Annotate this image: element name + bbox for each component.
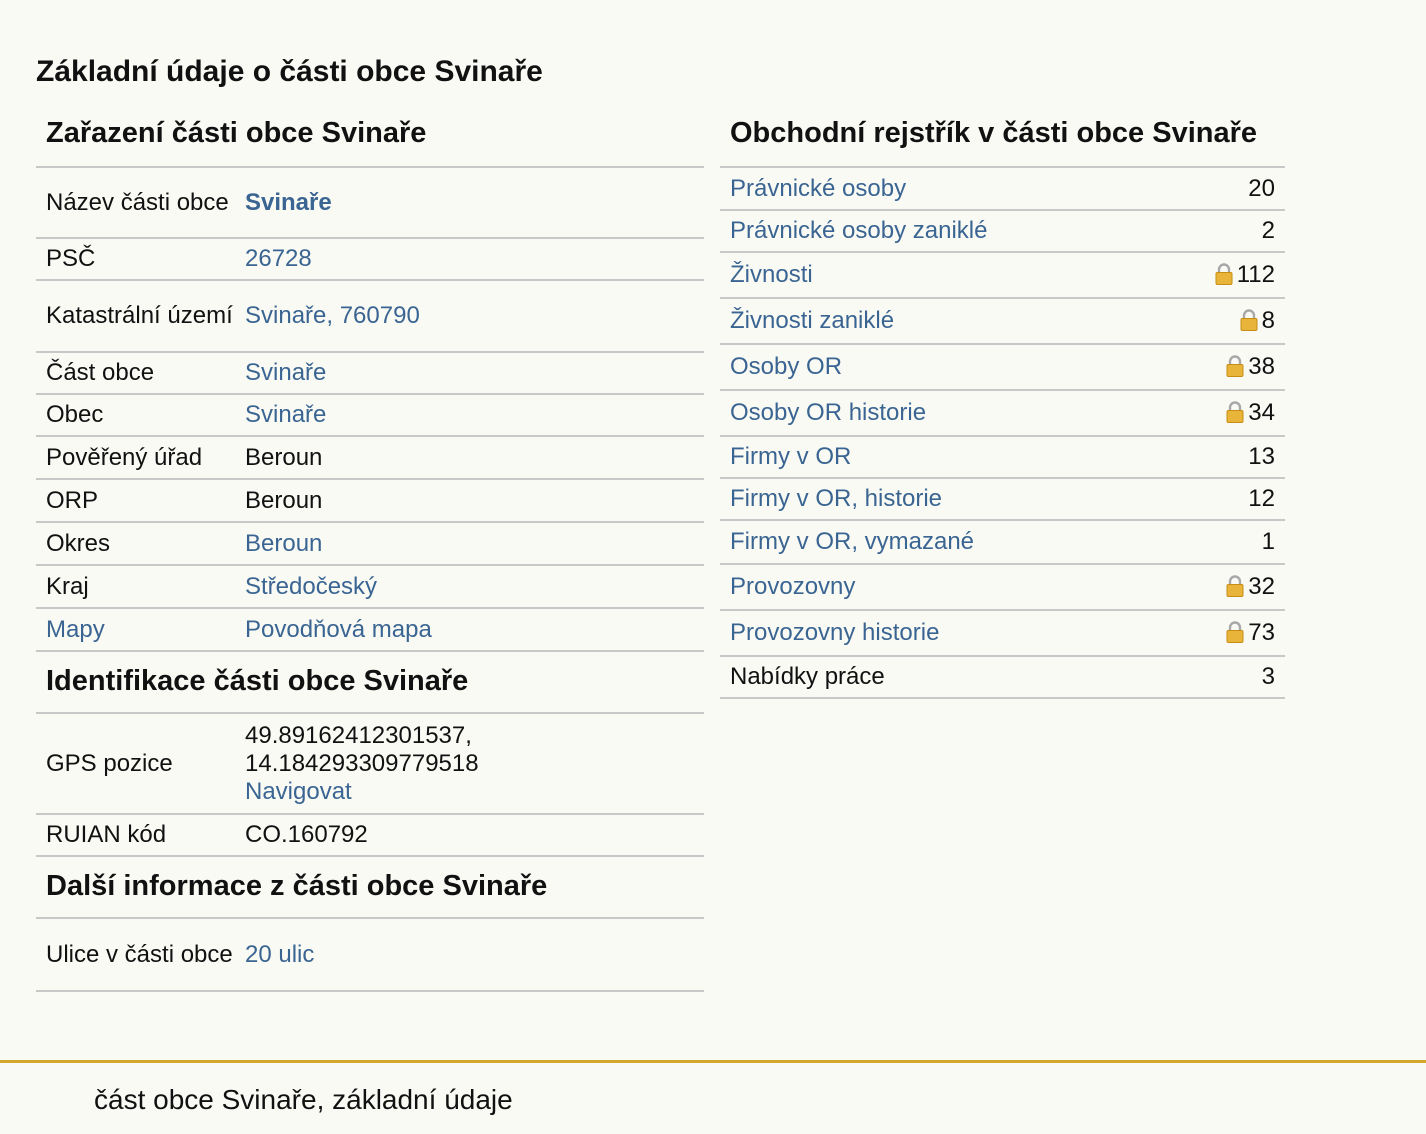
gps-longitude: 14.184293309779518 bbox=[245, 749, 479, 777]
register-count bbox=[1158, 390, 1285, 436]
more-info-table bbox=[36, 919, 704, 992]
row-label: Katastrální území bbox=[36, 280, 235, 352]
cadastral-link[interactable]: Svinaře, 760790 bbox=[245, 302, 420, 329]
row-label bbox=[36, 608, 235, 651]
register-link[interactable]: Provozovny bbox=[730, 573, 856, 600]
row-value: Beroun bbox=[235, 436, 704, 479]
register-label bbox=[720, 656, 1158, 698]
register-count-value: 34 bbox=[1248, 399, 1275, 426]
row-value: CO.160792 bbox=[235, 814, 704, 856]
lock-icon bbox=[1240, 309, 1258, 331]
register-count bbox=[1158, 520, 1285, 564]
row-label: Obec bbox=[36, 394, 235, 436]
table-row bbox=[36, 352, 704, 394]
register-title: Obchodní rejstřík v části obce Svinaře bbox=[720, 110, 1285, 168]
register-link[interactable]: Právnické osoby zaniklé bbox=[730, 217, 988, 244]
register-count bbox=[1158, 564, 1285, 610]
classification-table bbox=[36, 168, 704, 652]
table-row bbox=[36, 168, 704, 238]
register-table bbox=[720, 168, 1285, 699]
table-row bbox=[36, 565, 704, 608]
table-row bbox=[36, 280, 704, 352]
row-value bbox=[235, 565, 704, 608]
register-row bbox=[720, 344, 1285, 390]
register-row bbox=[720, 390, 1285, 436]
register-label bbox=[720, 344, 1158, 390]
register-row bbox=[720, 210, 1285, 252]
register-link[interactable]: Provozovny historie bbox=[730, 619, 940, 646]
row-label: PSČ bbox=[36, 238, 235, 280]
register-label-text: Nabídky práce bbox=[730, 663, 885, 690]
row-label: Název části obce bbox=[36, 168, 235, 238]
table-row bbox=[36, 238, 704, 280]
row-value bbox=[235, 522, 704, 565]
register-count bbox=[1158, 656, 1285, 698]
register-count-value: 32 bbox=[1248, 573, 1275, 600]
register-row bbox=[720, 436, 1285, 478]
register-row bbox=[720, 610, 1285, 656]
register-count-value: 73 bbox=[1248, 619, 1275, 646]
register-link[interactable]: Firmy v OR bbox=[730, 443, 852, 470]
register-count bbox=[1158, 252, 1285, 298]
register-count bbox=[1158, 436, 1285, 478]
flood-map-link[interactable]: Povodňová mapa bbox=[245, 615, 432, 643]
register-count bbox=[1158, 210, 1285, 252]
row-label: Pověřený úřad bbox=[36, 436, 235, 479]
register-count-value: 12 bbox=[1248, 485, 1275, 512]
register-label bbox=[720, 210, 1158, 252]
row-value bbox=[235, 608, 704, 651]
register-row bbox=[720, 252, 1285, 298]
district-link[interactable]: Beroun bbox=[245, 529, 323, 557]
identification-title: Identifikace části obce Svinaře bbox=[36, 652, 704, 714]
streets-link[interactable]: 20 ulic bbox=[245, 940, 315, 968]
table-row bbox=[36, 919, 704, 991]
page-title: Základní údaje o části obce Svinaře bbox=[36, 55, 543, 88]
row-label: GPS pozice bbox=[36, 714, 235, 814]
register-count-value: 3 bbox=[1261, 663, 1275, 690]
register-count-value: 20 bbox=[1248, 174, 1275, 202]
row-value bbox=[235, 168, 704, 238]
navigate-link[interactable]: Navigovat bbox=[245, 777, 352, 805]
row-value bbox=[235, 280, 704, 352]
municipality-part-link[interactable]: Svinaře bbox=[245, 359, 327, 386]
row-value bbox=[235, 919, 704, 991]
municipality-link[interactable]: Svinaře bbox=[245, 401, 327, 428]
gps-value bbox=[235, 714, 704, 814]
register-label bbox=[720, 390, 1158, 436]
register-row bbox=[720, 478, 1285, 520]
table-row bbox=[36, 479, 704, 522]
register-count-value: 13 bbox=[1248, 443, 1275, 470]
register-row bbox=[720, 656, 1285, 698]
table-row bbox=[36, 814, 704, 856]
register-count-value: 38 bbox=[1248, 353, 1275, 380]
register-link[interactable]: Právnické osoby bbox=[730, 174, 907, 202]
maps-link[interactable]: Mapy bbox=[46, 615, 105, 643]
table-row bbox=[36, 714, 704, 814]
lock-icon bbox=[1215, 263, 1233, 285]
row-label: ORP bbox=[36, 479, 235, 522]
register-row bbox=[720, 168, 1285, 210]
part-name-link[interactable]: Svinaře bbox=[245, 188, 332, 216]
postal-code-link[interactable]: 26728 bbox=[245, 245, 312, 272]
lock-icon bbox=[1226, 401, 1244, 423]
register-label bbox=[720, 168, 1158, 210]
register-row bbox=[720, 520, 1285, 564]
register-label bbox=[720, 252, 1158, 298]
left-column bbox=[36, 110, 704, 992]
register-link[interactable]: Živnosti zaniklé bbox=[730, 307, 895, 334]
table-row bbox=[36, 394, 704, 436]
register-link[interactable]: Firmy v OR, vymazané bbox=[730, 528, 975, 555]
register-count bbox=[1158, 344, 1285, 390]
register-count bbox=[1158, 610, 1285, 656]
table-row bbox=[36, 436, 704, 479]
register-link[interactable]: Osoby OR historie bbox=[730, 399, 927, 426]
lock-icon bbox=[1226, 355, 1244, 377]
register-count bbox=[1158, 478, 1285, 520]
gps-latitude: 49.89162412301537, bbox=[245, 721, 472, 749]
register-link[interactable]: Osoby OR bbox=[730, 353, 843, 380]
table-row bbox=[36, 522, 704, 565]
row-label: Kraj bbox=[36, 565, 235, 608]
footer-text: část obce Svinaře, základní údaje bbox=[94, 1084, 513, 1115]
footer-divider bbox=[0, 1060, 1426, 1063]
register-count-value: 112 bbox=[1236, 261, 1275, 288]
register-link[interactable]: Firmy v OR, historie bbox=[730, 485, 943, 512]
register-count-value: 1 bbox=[1261, 528, 1275, 555]
register-count-value: 2 bbox=[1261, 217, 1275, 244]
more-info-title: Další informace z části obce Svinaře bbox=[36, 857, 704, 919]
register-link[interactable]: Živnosti bbox=[730, 261, 813, 288]
lock-icon bbox=[1226, 575, 1244, 597]
region-link[interactable]: Středočeský bbox=[245, 572, 378, 600]
identification-table bbox=[36, 714, 704, 857]
register-count-value: 8 bbox=[1261, 307, 1275, 334]
register-count bbox=[1158, 298, 1285, 344]
register-label bbox=[720, 298, 1158, 344]
row-label: Okres bbox=[36, 522, 235, 565]
row-value: Beroun bbox=[235, 479, 704, 522]
row-value bbox=[235, 238, 704, 280]
register-label bbox=[720, 436, 1158, 478]
lock-icon bbox=[1226, 621, 1244, 643]
register-label bbox=[720, 520, 1158, 564]
register-label bbox=[720, 478, 1158, 520]
row-value bbox=[235, 352, 704, 394]
register-row bbox=[720, 564, 1285, 610]
table-row bbox=[36, 608, 704, 651]
row-label: RUIAN kód bbox=[36, 814, 235, 856]
register-row bbox=[720, 298, 1285, 344]
row-label: Část obce bbox=[36, 352, 235, 394]
classification-title: Zařazení části obce Svinaře bbox=[36, 110, 704, 168]
row-label: Ulice v části obce bbox=[36, 919, 235, 991]
right-column bbox=[720, 110, 1285, 699]
register-count bbox=[1158, 168, 1285, 210]
register-label bbox=[720, 564, 1158, 610]
register-label bbox=[720, 610, 1158, 656]
row-value bbox=[235, 394, 704, 436]
